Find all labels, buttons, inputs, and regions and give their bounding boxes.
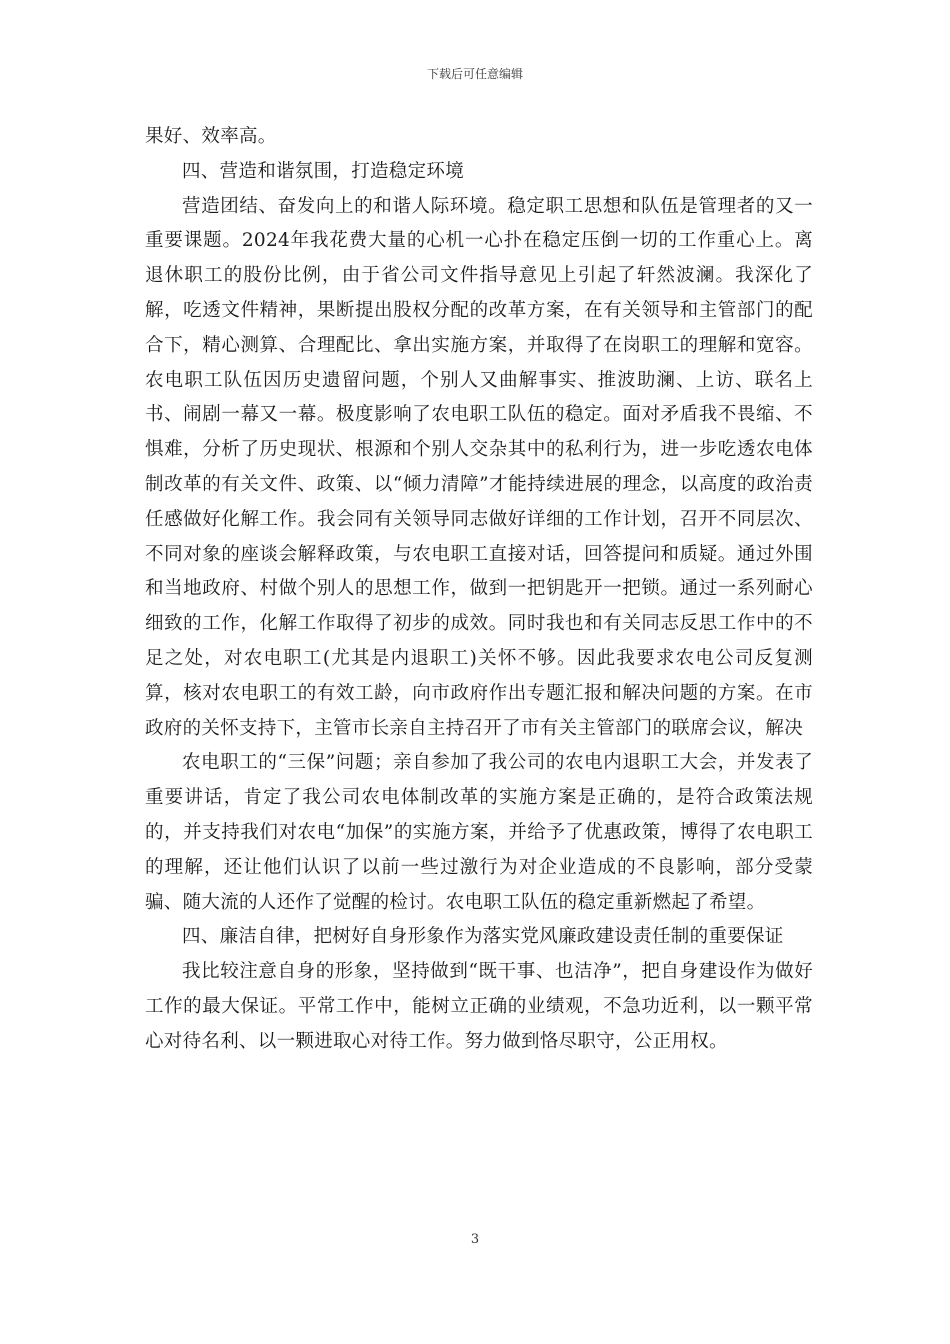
paragraph: 营造团结、奋发向上的和谐人际环境。稳定职工思想和队伍是管理者的又一重要课题。2024年我花费大量的心机一心扑在稳定压倒一切的工作重心上。离退休职工的股份比例，由于省公司文件指导意见上引起了轩然波澜。我深化了解，吃透文件精神，果断提出股权分配的改革方案，在有关领导和主管部门的配合下，精心测算、合理配比、拿出实施方案，并取得了在岗职工的理解和宽容。农电职工队伍因历史遗留问题，个别人又曲解事实、推波助澜、上访、联名上书、闹剧一幕又一幕。极度影响了农电职工队伍的稳定。面对矛盾我不畏缩、不惧难，分析了历史现状、根源和个别人交杂其中的私利行为，进一步吃透农电体制改革的有关文件、政策、以“倾力清障”才能持续进展的理念，以高度的政治责任感做好化解工作。我会同有关领导同志做好详细的工作计划，召开不同层次、不同对象的座谈会解释政策，与农电职工直接对话，回答提问和质疑。通过外围和当地政府、村做个别人的思想工作，做到一把钥匙开一把锁。通过一系列耐心细致的工作，化解工作取得了初步的成效。同时我也和有关同志反思工作中的不足之处，对农电职工(尤其是内退职工)关怀不够。因此我要求农电公司反复测算，核对农电职工的有效工龄，向市政府作出专题汇报和解决问题的方案。在市政府的关怀支持下，主管市长亲自主持召开了市有关主管部门的联席会议，解决 — [145, 195, 813, 739]
document-body — [145, 120, 813, 1060]
paragraph: 农电职工的“三保”问题；亲自参加了我公司的农电内退职工大会，并发表了重要讲话，肯定了我公司农电体制改革的实施方案是正确的，是符合政策法规的，并支持我们对农电“加保”的实施方案，并给予了优惠政策，博得了农电职工的理解，还让他们认识了以前一些过激行为对企业造成的不良影响，部分受蒙骗、随大流的人还作了觉醒的检讨。农电职工队伍的稳定重新燃起了希望。 — [145, 752, 813, 913]
paragraph: 我比较注意自身的形象，坚持做到“既干事、也洁净”，把自身建设作为做好工作的最大保证。平常工作中，能树立正确的业绩观，不急功近利，以一颗平常心对待名利、以一颗进取心对待工作。努力做到恪尽职守，公正用权。 — [145, 961, 813, 1052]
page-number: 3 — [470, 1232, 480, 1247]
page-header: 下载后可任意编辑 — [426, 67, 523, 81]
section-heading: 四、营造和谐氛围，打造稳定环境 — [182, 160, 465, 182]
paragraph-continuation: 果好、效率高。 — [145, 126, 277, 147]
section-heading: 四、廉洁自律，把树好自身形象作为落实党风廉政建设责任制的重要保证 — [182, 926, 784, 948]
